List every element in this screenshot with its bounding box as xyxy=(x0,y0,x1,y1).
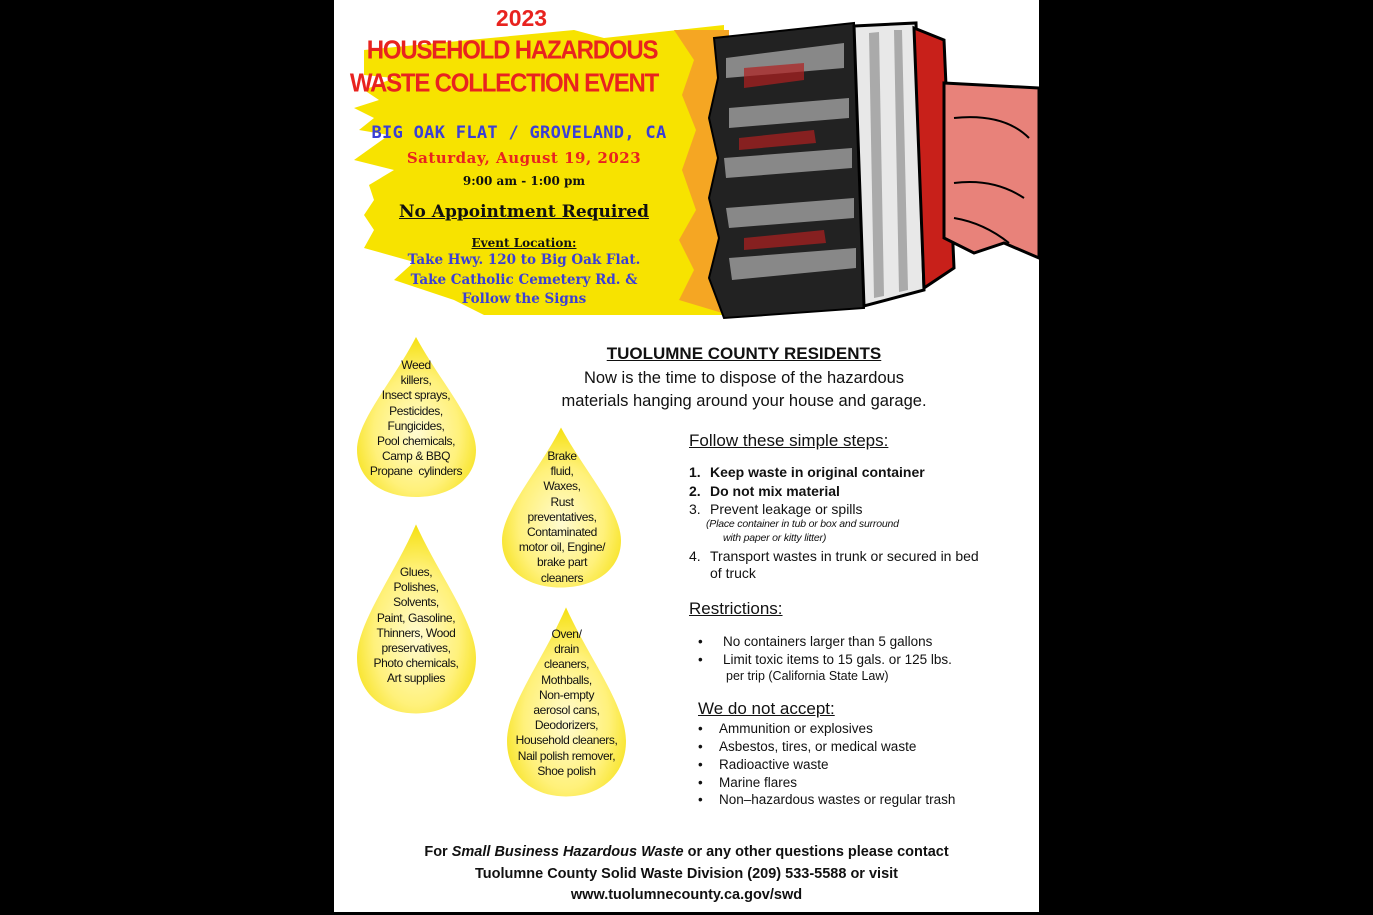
footer-line2: Tuolumne County Solid Waste Division (209) 533-5588 or visit xyxy=(474,866,898,882)
drop-line: Household cleaners, xyxy=(515,733,618,748)
drop-line: Waxes, xyxy=(543,479,581,494)
footer-line1 xyxy=(344,844,1029,860)
drop-line: Thinners, Wood xyxy=(376,625,456,640)
drop-line: cleaners xyxy=(540,570,584,585)
step-text: Prevent leakage or spills xyxy=(710,501,863,517)
drop-line: Brake xyxy=(547,449,577,463)
drop-4-text xyxy=(504,627,629,779)
restriction-item: Limit toxic items to 15 gals. or 125 lbs. xyxy=(723,652,952,667)
footer-bold: Small Business Hazardous Waste xyxy=(451,844,684,860)
step-text: Do not mix material xyxy=(710,483,840,499)
drop-line: motor oil, Engine/ xyxy=(518,540,606,555)
drop-1-text xyxy=(356,358,476,480)
drop-line: Weed xyxy=(401,358,431,372)
step-note: (Place container in tub or box and surround xyxy=(706,518,899,530)
step-text-cont: of truck xyxy=(710,565,756,581)
footer-text: or any other questions please contact xyxy=(683,844,949,860)
not-accept-item: Marine flares xyxy=(719,775,798,790)
step-number: 2. xyxy=(689,483,701,499)
step-text: Keep waste in original container xyxy=(710,464,925,480)
drop-line: Propane cylinders xyxy=(369,464,463,479)
drop-line: preservatives, xyxy=(381,641,451,656)
direction-line: Take Catholic Cemetery Rd. & xyxy=(410,272,638,288)
drop-line: Nail polish remover, xyxy=(517,748,616,763)
drop-line: Polishes, xyxy=(393,580,439,595)
drop-3-text xyxy=(356,565,476,687)
drop-line: brake part xyxy=(536,555,588,570)
step-number: 4. xyxy=(689,548,701,564)
drop-line: Shoe polish xyxy=(537,763,596,778)
drop-line: Art supplies xyxy=(387,671,445,686)
bullet: • xyxy=(698,775,703,790)
event-date: Saturday, August 19, 2023 xyxy=(406,149,642,167)
restriction-item: No containers larger than 5 gallons xyxy=(723,634,933,649)
event-title-line2: WASTE COLLECTION EVENT xyxy=(349,68,659,99)
drop-line: Non-empty xyxy=(538,687,595,702)
steps-heading: Follow these simple steps: xyxy=(689,431,889,450)
drop-line: Solvents, xyxy=(393,595,439,610)
residents-heading: TUOLUMNE COUNTY RESIDENTS xyxy=(606,344,882,363)
flyer-page xyxy=(334,0,1039,912)
drop-line: Fungicides, xyxy=(387,418,445,433)
drop-line: killers, xyxy=(400,373,432,388)
step-number: 3. xyxy=(689,501,701,517)
drop-line: Deodorizers, xyxy=(534,718,599,733)
drop-line: Insect sprays, xyxy=(381,388,451,403)
paintbrush-illustration xyxy=(704,18,1039,323)
event-location: BIG OAK FLAT / GROVELAND, CA xyxy=(371,123,667,143)
drop-line: Paint, Gasoline, xyxy=(376,610,456,625)
not-accept-item: Radioactive waste xyxy=(719,757,829,772)
residents-intro: Now is the time to dispose of the hazardous xyxy=(583,369,905,387)
event-year: 2023 xyxy=(495,5,548,31)
drop-line: fluid, xyxy=(550,464,574,479)
direction-line: Take Hwy. 120 to Big Oak Flat. xyxy=(407,252,641,268)
bullet: • xyxy=(698,721,703,736)
event-location-label: Event Location: xyxy=(471,236,577,250)
drop-line: Photo chemicals, xyxy=(373,656,459,671)
not-accept-item: Non–hazardous wastes or regular trash xyxy=(719,792,956,807)
not-accept-item: Ammunition or explosives xyxy=(719,721,873,736)
restrictions-heading: Restrictions: xyxy=(689,599,783,618)
step-text: Transport wastes in trunk or secured in bed xyxy=(710,548,979,564)
bullet: • xyxy=(698,792,703,807)
bullet: • xyxy=(698,652,703,667)
drop-line: Contaminated xyxy=(527,525,597,540)
drop-line: Rust xyxy=(550,494,574,509)
step-note: with paper or kitty litter) xyxy=(723,532,827,544)
bullet: • xyxy=(698,757,703,772)
drop-line: Camp & BBQ xyxy=(381,449,451,464)
bullet: • xyxy=(698,739,703,754)
drop-line: Pesticides, xyxy=(389,403,443,418)
footer-url[interactable]: www.tuolumnecounty.ca.gov/swd xyxy=(570,887,803,903)
drop-line: Mothballs, xyxy=(541,672,592,687)
drop-line: preventatives, xyxy=(527,509,597,524)
step-number: 1. xyxy=(689,464,701,480)
drop-line: cleaners, xyxy=(543,657,590,672)
not-accept-item: Asbestos, tires, or medical waste xyxy=(719,739,917,754)
footer-text: For xyxy=(424,844,452,860)
drop-line: Glues, xyxy=(399,565,433,579)
event-time: 9:00 am - 1:00 pm xyxy=(462,174,586,188)
bullet: • xyxy=(698,634,703,649)
drop-line: Oven/ xyxy=(551,627,582,641)
drop-line: Pool chemicals, xyxy=(376,434,456,449)
drop-line: drain xyxy=(554,642,579,657)
residents-intro: materials hanging around your house and garage. xyxy=(561,392,927,410)
no-appointment: No Appointment Required xyxy=(398,202,649,222)
drop-2-text xyxy=(502,449,622,586)
event-title-line1: HOUSEHOLD HAZARDOUS xyxy=(366,35,658,66)
direction-line: Follow the Signs xyxy=(461,291,587,307)
restriction-item-cont: per trip (California State Law) xyxy=(726,669,889,683)
drop-line: aerosol cans, xyxy=(533,703,600,718)
not-accept-heading: We do not accept: xyxy=(698,699,835,718)
